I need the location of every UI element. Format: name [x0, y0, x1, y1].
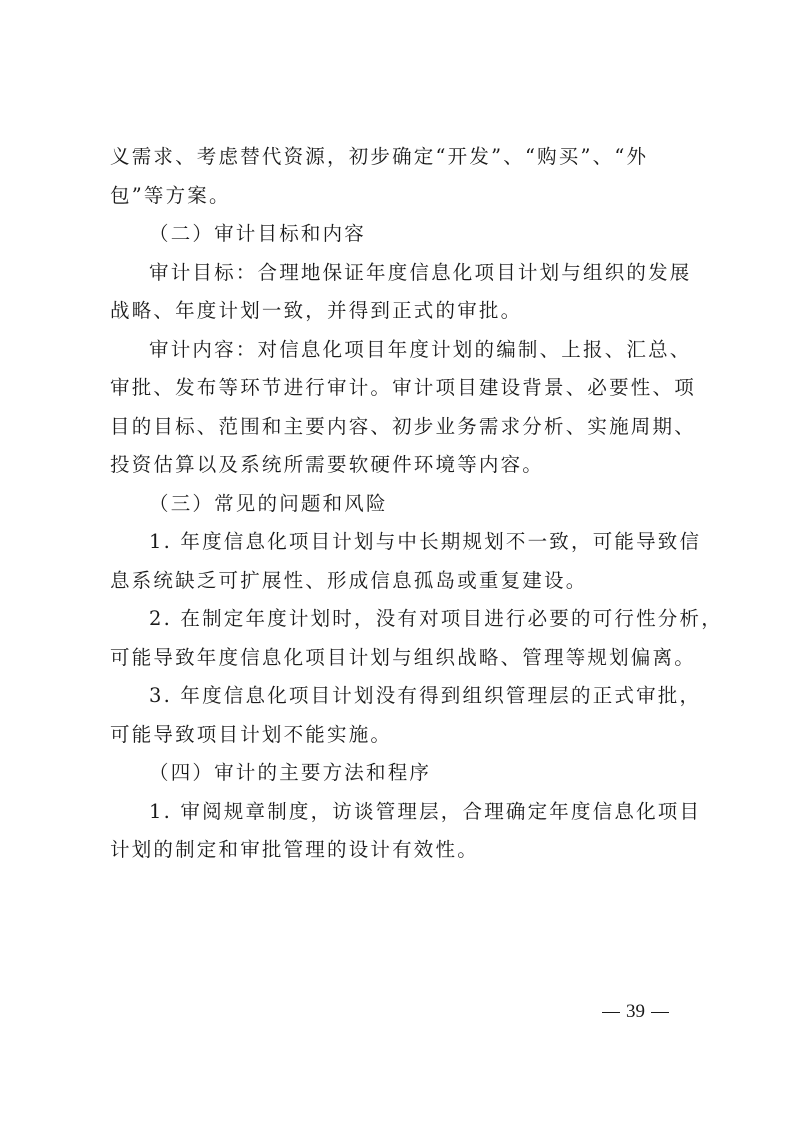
text-line: 2. 在制定年度计划时，没有对项目进行必要的可行性分析， [149, 607, 723, 630]
section-heading: （四）审计的主要方法和程序 [149, 761, 432, 784]
text-line: 可能导致项目计划不能实施。 [110, 722, 393, 746]
section-heading: （三）常见的问题和风险 [149, 491, 388, 515]
text-line: 包”等方案。 [110, 183, 231, 207]
text-line: 息系统缺乏可扩展性、形成信息孤岛或重复建设。 [110, 568, 588, 592]
text-line: 审批、发布等环节进行审计。审计项目建设背景、必要性、项 [110, 376, 696, 399]
text-line: 战略、年度计划一致，并得到正式的审批。 [110, 299, 523, 322]
footer-dash-left [602, 1012, 620, 1013]
text-line: 1. 审阅规章制度，访谈管理层，合理确定年度信息化项目 [149, 799, 702, 823]
text-line: 义需求、考虑替代资源，初步确定“开发”、“购买”、“外 [110, 145, 649, 168]
text-line: 1. 年度信息化项目计划与中长期规划不一致，可能导致信 [149, 530, 702, 553]
section-heading: （二）审计目标和内容 [149, 222, 367, 245]
text-line: 3. 年度信息化项目计划没有得到组织管理层的正式审批， [149, 684, 702, 707]
text-line: 可能导致年度信息化项目计划与组织战略、管理等规划偏离。 [110, 645, 696, 669]
text-line: 目的目标、范围和主要内容、初步业务需求分析、实施周期、 [110, 414, 696, 438]
text-line: 计划的制定和审批管理的设计有效性。 [110, 838, 479, 861]
text-line: 审计目标：合理地保证年度信息化项目计划与组织的发展 [149, 260, 692, 284]
footer-dash-right [651, 1012, 669, 1013]
page-footer [596, 1000, 675, 1024]
text-line: 审计内容：对信息化项目年度计划的编制、上报、汇总、 [149, 337, 692, 361]
text-line: 投资估算以及系统所需要软硬件环境等内容。 [110, 453, 545, 476]
page-number: 39 [626, 1001, 645, 1022]
document-body [110, 138, 723, 870]
